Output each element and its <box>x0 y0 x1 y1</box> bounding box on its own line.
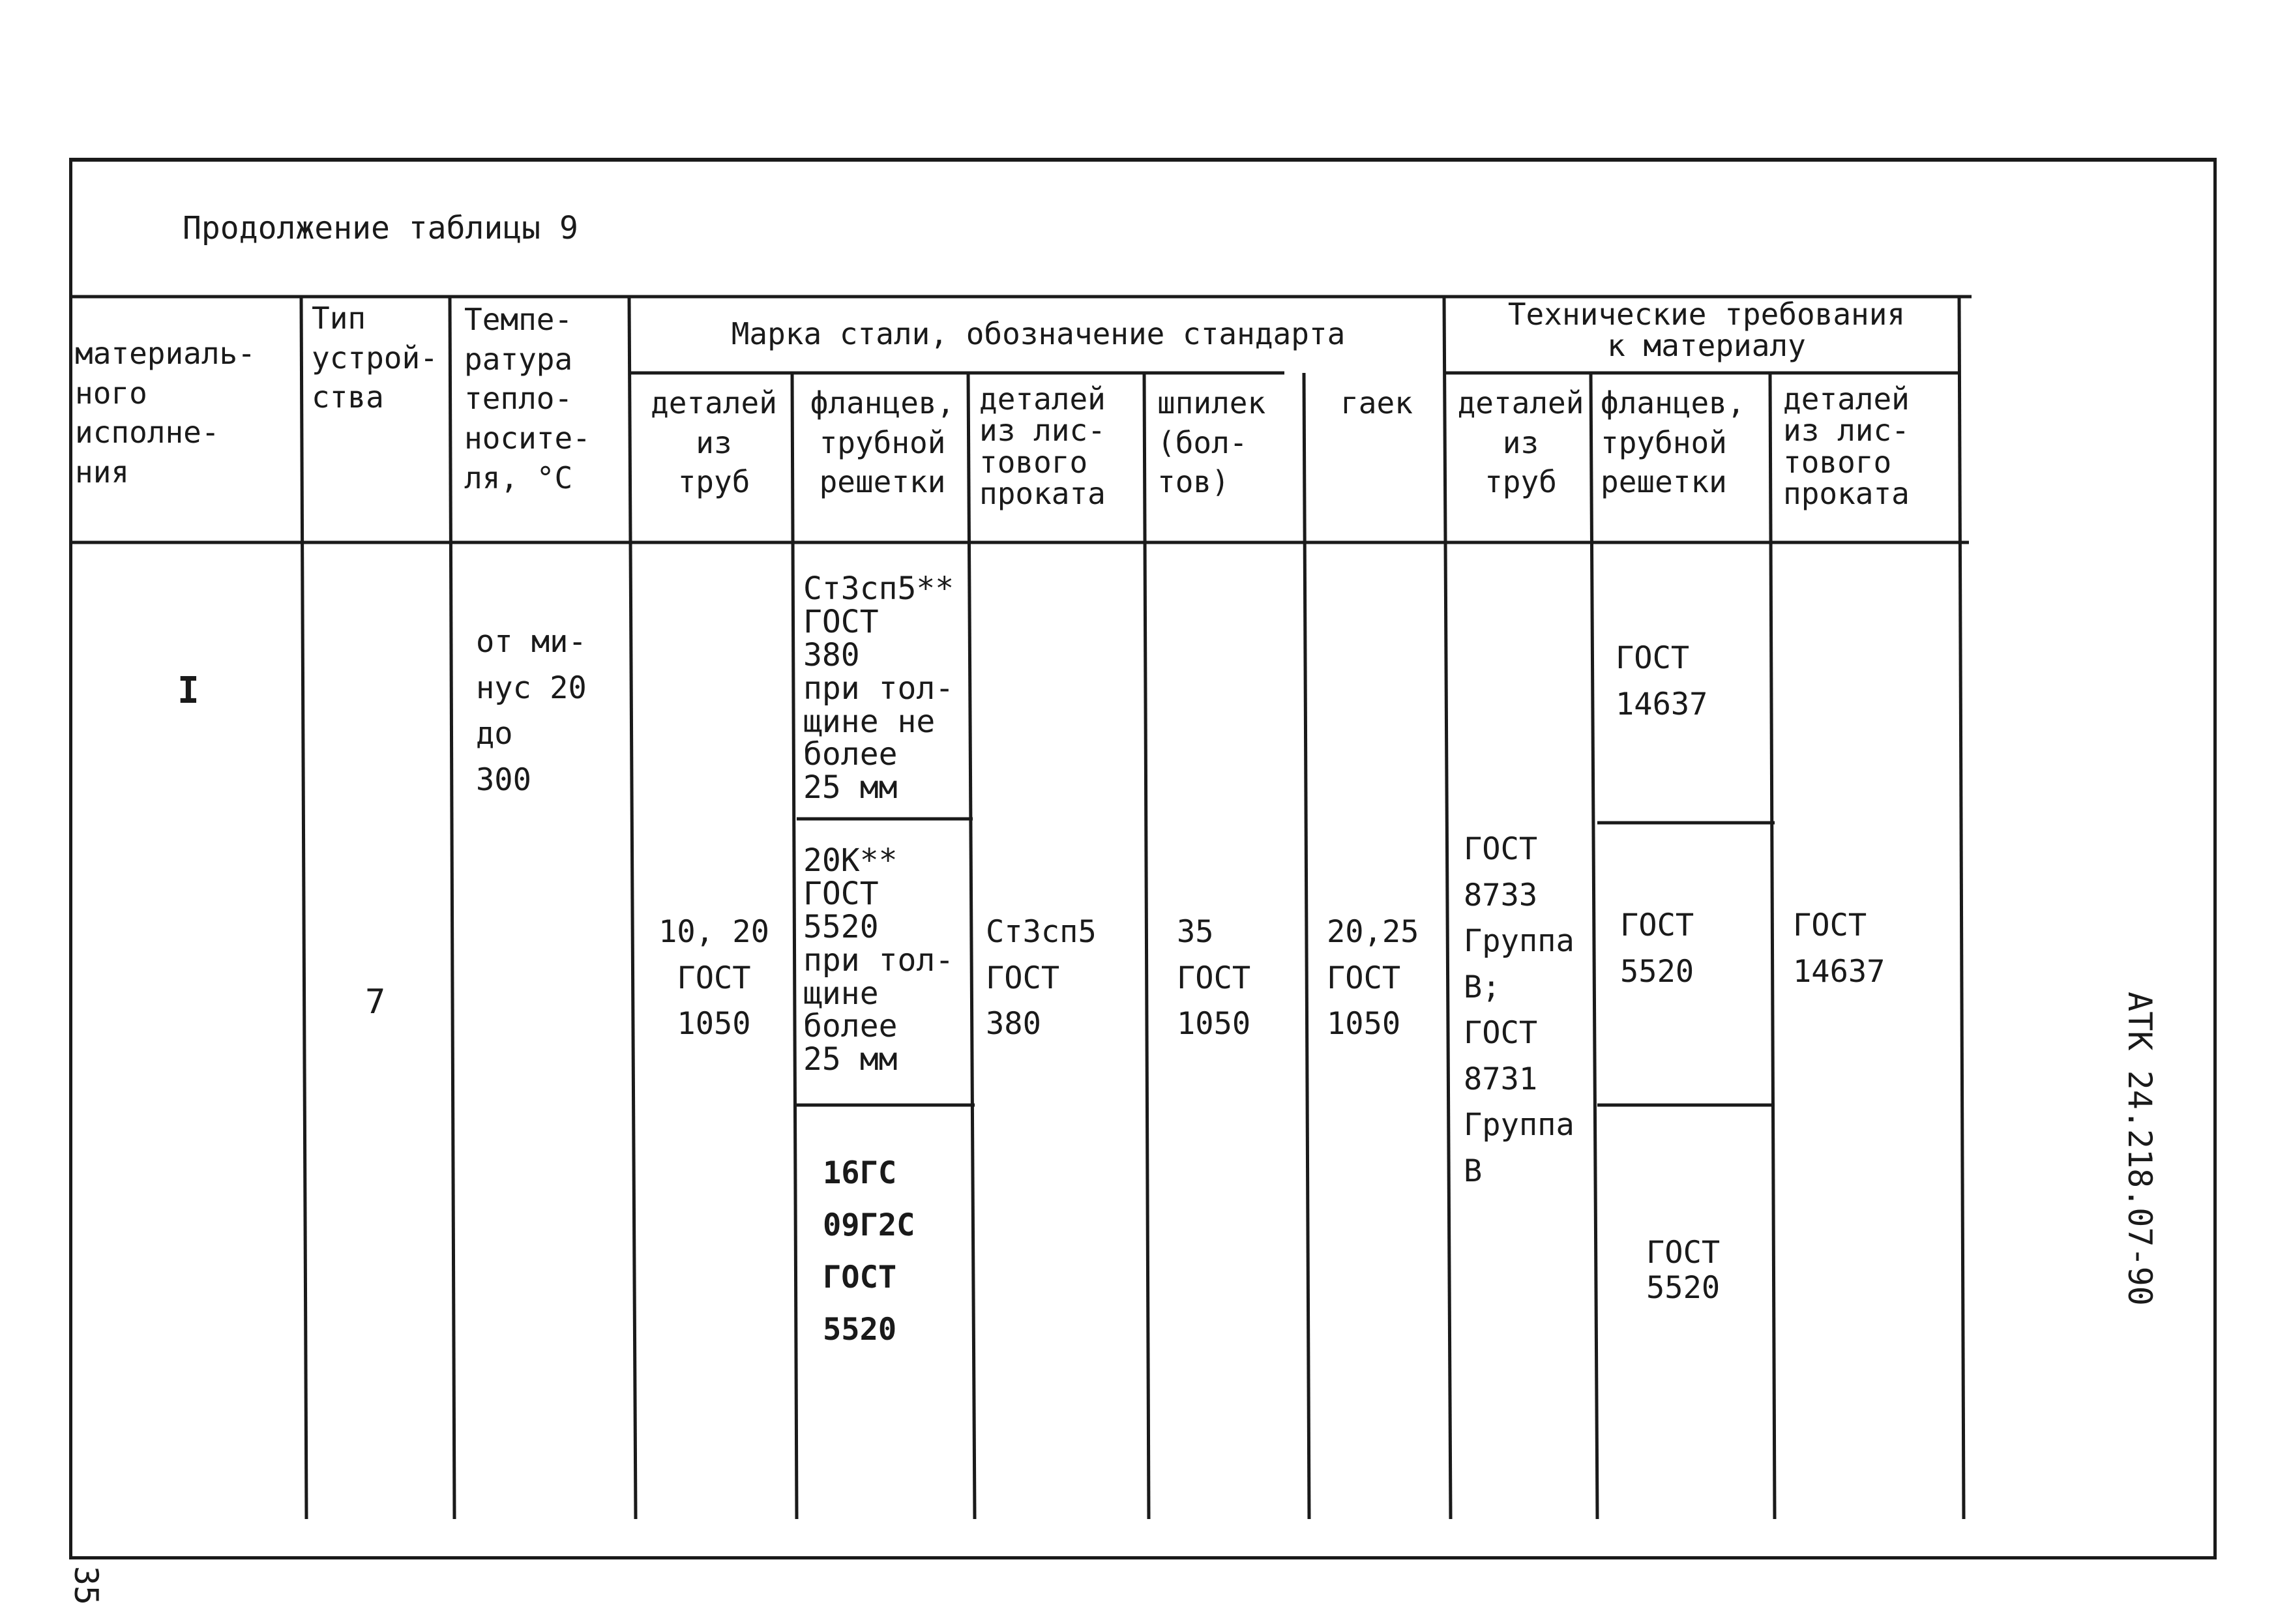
header-steel-pipe-parts: деталей из труб <box>651 385 777 500</box>
header-steel-studs: шпилек (бол- тов) <box>1157 385 1266 500</box>
header-req-sheet-parts: деталей из лис- тового проката <box>1783 381 1910 511</box>
header-device-type: Тип устрой- ства <box>312 301 438 415</box>
header-req-flanges: фланцев, трубной решетки <box>1601 385 1745 500</box>
cell-req-flange-2: ГОСТ 5520 <box>1620 908 1694 990</box>
header-material-execution: материаль- ного исполне- ния <box>75 336 256 490</box>
cell-req-pipe-parts: ГОСТ 8733 Группа В; ГОСТ 8731 Группа В <box>1464 831 1574 1189</box>
cell-flange-1: Ст3сп5** ГОСТ 380 при тол- щине не более 25 мм <box>803 570 954 806</box>
cell-req-flange-1: ГОСТ 14637 <box>1616 640 1708 722</box>
cell-device-type: 7 <box>365 982 386 1022</box>
cell-sheet-parts: Ст3сп5 ГОСТ 380 <box>986 914 1097 1042</box>
cell-temperature: от ми- нус 20 до 300 <box>476 624 587 798</box>
header-steel-flanges: фланцев, трубной решетки <box>810 385 955 500</box>
cell-nuts: 20,25 ГОСТ 1050 <box>1327 914 1419 1042</box>
document-code: АТК 24.218.07-90 <box>2121 992 2159 1306</box>
header-steel-grade-group: Марка стали, обозначение стандарта <box>731 316 1346 351</box>
cell-material-execution: I <box>177 670 200 712</box>
cell-flange-2: 20К** ГОСТ 5520 при тол- щине более 25 мм <box>803 842 954 1078</box>
header-tech-requirements-group: Технические требования к материалу <box>1507 297 1906 364</box>
cell-req-flange-3: ГОСТ 5520 <box>1646 1235 1721 1307</box>
cell-studs: 35 ГОСТ 1050 <box>1177 914 1251 1042</box>
cell-flange-3: 16ГС 09Г2С ГОСТ 5520 <box>823 1155 915 1348</box>
cell-req-sheet-parts: ГОСТ 14637 <box>1793 908 1885 990</box>
table-caption: Продолжение таблицы 9 <box>183 210 578 246</box>
header-steel-sheet-parts: деталей из лис- тового проката <box>979 381 1106 511</box>
page-number: 35 <box>67 1565 105 1606</box>
header-req-pipe-parts: деталей из труб <box>1457 385 1584 500</box>
header-temperature: Темпе- ратура тепло- носите- ля, °С <box>464 302 591 495</box>
header-steel-nuts: гаек <box>1340 385 1413 421</box>
cell-pipe-parts: 10, 20 ГОСТ 1050 <box>658 914 769 1042</box>
